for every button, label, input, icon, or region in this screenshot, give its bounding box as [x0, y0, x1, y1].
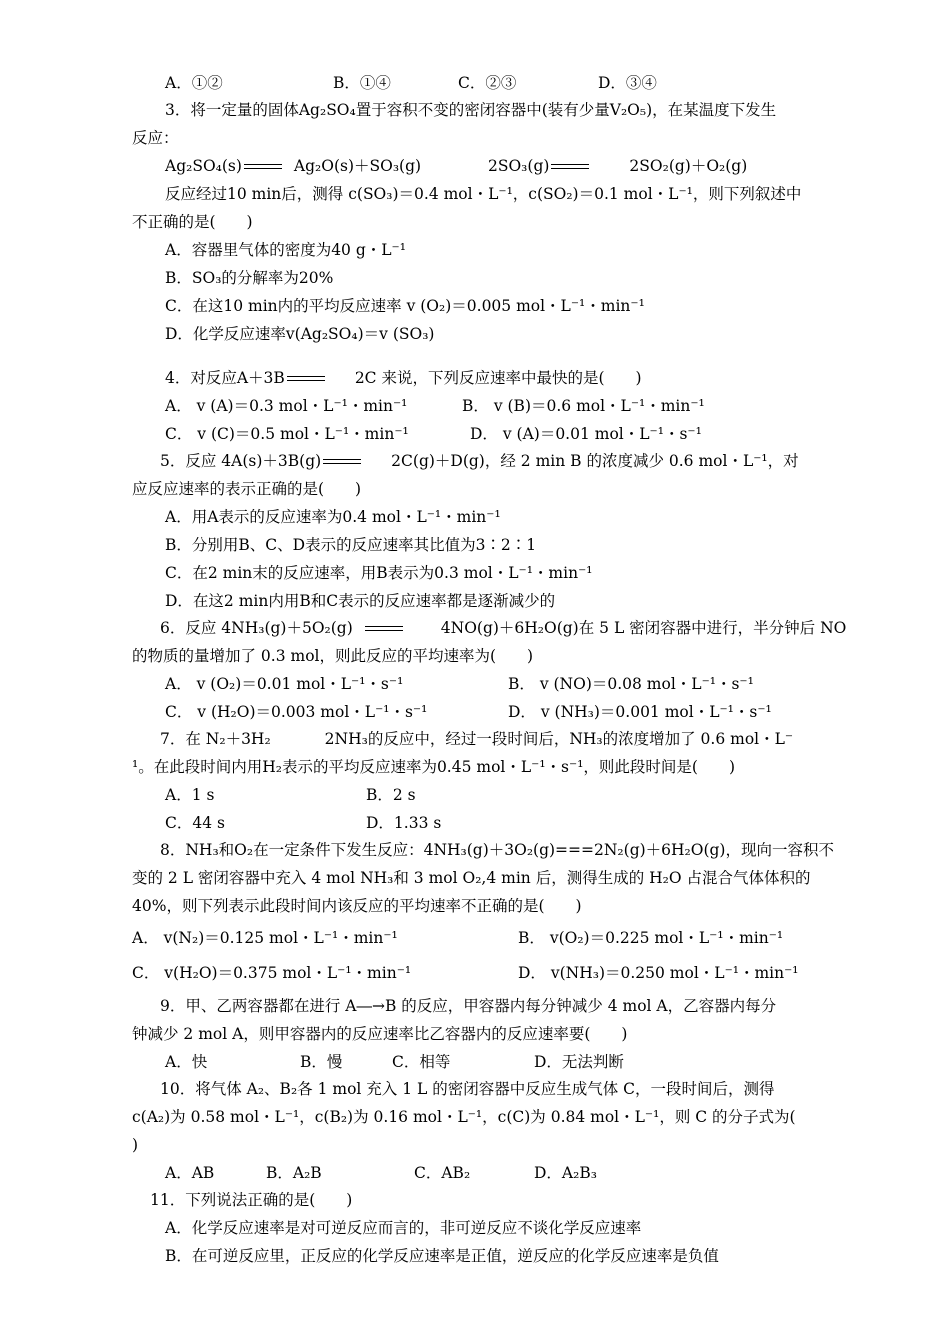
q3-reaction2-left: 2SO₃(g)	[488, 157, 550, 175]
q8-stem-line2: 变的 2 L 密闭容器中充入 4 mol NH₃和 3 mol O₂,4 min 后，测得生成的 H₂O 占混合气体体积的	[132, 869, 811, 887]
q11-option-a: A．化学反应速率是对可逆反应而言的，非可逆反应不谈化学反应速率	[165, 1219, 642, 1237]
q7-stem-right: 2NH₃的反应中，经过一段时间后，NH₃的浓度增加了 0.6 mol・L⁻	[324, 730, 794, 748]
q3-option-b: B．SO₃的分解率为20%	[165, 269, 334, 287]
q4-option-c: C． v (C)＝0.5 mol・L⁻¹・min⁻¹	[165, 425, 409, 443]
q5-stem-right: 2C(g)＋D(g)，经 2 min B 的浓度减少 0.6 mol・L⁻¹，对	[391, 452, 799, 470]
q3-reaction1-right: Ag₂O(s)＋SO₃(g)	[293, 157, 422, 175]
q9-stem-line2: 钟减少 2 mol A，则甲容器内的反应速率比乙容器内的反应速率要( )	[132, 1025, 628, 1043]
q7-option-c: C．44 s	[165, 814, 225, 832]
q2-option-b: B．①④	[333, 74, 391, 92]
q10-option-a: A．AB	[165, 1164, 215, 1182]
q8-stem-line3: 40%，则下列表示此段时间内该反应的平均速率不正确的是( )	[132, 897, 582, 915]
q5-option-c: C．在2 min末的反应速率，用B表示为0.3 mol・L⁻¹・min⁻¹	[165, 564, 593, 582]
q7-option-b: B．2 s	[366, 786, 416, 804]
q3-stem-line4: 不正确的是( )	[132, 213, 253, 231]
q5-stem-left: 5．反应 4A(s)＋3B(g)	[160, 452, 322, 470]
q6-stem-line2: 的物质的量增加了 0.3 mol，则此反应的平均速率为( )	[132, 647, 534, 665]
q7-option-a: A．1 s	[165, 786, 215, 804]
q3-option-a: A．容器里气体的密度为40 g・L⁻¹	[165, 241, 406, 259]
q9-option-b: B．慢	[300, 1053, 343, 1071]
q6-option-d: D． v (NH₃)＝0.001 mol・L⁻¹・s⁻¹	[508, 703, 772, 721]
q3-stem-line1: 3．将一定量的固体Ag₂SO₄置于容积不变的密闭容器中(装有少量V₂O₅)，在某温度下发生	[165, 101, 777, 119]
q9-option-a: A．快	[165, 1053, 208, 1071]
equilibrium-arrow-icon	[551, 162, 589, 172]
q4-stem-left: 4．对反应A＋3B	[165, 369, 285, 387]
q8-option-a: A． v(N₂)＝0.125 mol・L⁻¹・min⁻¹	[132, 929, 398, 947]
q5-option-b: B．分别用B、C、D表示的反应速率其比值为3∶2∶1	[165, 536, 537, 554]
q3-reaction2	[488, 156, 747, 176]
q9-option-c: C．相等	[392, 1053, 451, 1071]
q10-option-d: D．A₂B₃	[534, 1164, 597, 1182]
q2-option-c: C．②③	[458, 74, 517, 92]
q10-stem-line3: )	[132, 1136, 139, 1154]
q8-option-b: B． v(O₂)＝0.225 mol・L⁻¹・min⁻¹	[518, 929, 784, 947]
q10-stem-line2: c(A₂)为 0.58 mol・L⁻¹，c(B₂)为 0.16 mol・L⁻¹，c(C)为 0.84 mol・L⁻¹，则 C 的分子式为(	[132, 1108, 796, 1126]
q7-stem-line2: ¹。在此段时间内用H₂表示的平均反应速率为0.45 mol・L⁻¹・s⁻¹，则此段时间是( )	[132, 758, 736, 776]
q8-option-d: D． v(NH₃)＝0.250 mol・L⁻¹・min⁻¹	[518, 964, 799, 982]
q10-option-c: C．AB₂	[414, 1164, 471, 1182]
q10-option-b: B．A₂B	[266, 1164, 322, 1182]
q5-stem	[160, 451, 799, 471]
q6-option-a: A． v (O₂)＝0.01 mol・L⁻¹・s⁻¹	[165, 675, 404, 693]
q5-option-a: A．用A表示的反应速率为0.4 mol・L⁻¹・min⁻¹	[165, 508, 501, 526]
q4-option-a: A． v (A)＝0.3 mol・L⁻¹・min⁻¹	[165, 397, 408, 415]
q7-stem-left: 7．在 N₂＋3H₂	[160, 730, 271, 748]
q4-option-d: D． v (A)＝0.01 mol・L⁻¹・s⁻¹	[470, 425, 702, 443]
q3-option-c: C．在这10 min内的平均反应速率 v (O₂)＝0.005 mol・L⁻¹・min⁻¹	[165, 297, 645, 315]
q11-option-b: B．在可逆反应里，正反应的化学反应速率是正值，逆反应的化学反应速率是负值	[165, 1247, 719, 1265]
q3-stem-line2: 反应：	[132, 129, 179, 147]
q6-stem-right: 4NO(g)＋6H₂O(g)在 5 L 密闭容器中进行，半分钟后 NO	[440, 619, 847, 637]
q6-stem	[160, 618, 846, 638]
q9-stem-line1: 9．甲、乙两容器都在进行 A―→B 的反应，甲容器内每分钟减少 4 mol A，乙容器内每分	[160, 997, 777, 1015]
q4-stem-right: 2C 来说，下列反应速率中最快的是( )	[354, 369, 642, 387]
q4-option-b: B． v (B)＝0.6 mol・L⁻¹・min⁻¹	[462, 397, 705, 415]
q2-option-a: A．①②	[165, 74, 223, 92]
q6-option-c: C． v (H₂O)＝0.003 mol・L⁻¹・s⁻¹	[165, 703, 428, 721]
equilibrium-arrow-icon	[323, 457, 361, 467]
q5-stem-line2: 应反应速率的表示正确的是( )	[132, 480, 362, 498]
q4-stem	[165, 368, 642, 388]
q6-stem-left: 6．反应 4NH₃(g)＋5O₂(g)	[160, 619, 353, 637]
q8-stem-line1: 8．NH₃和O₂在一定条件下发生反应：4NH₃(g)＋3O₂(g)===2N₂(g)＋6H₂O(g)，现向一容积不	[160, 841, 834, 859]
q10-stem-line1: 10．将气体 A₂、B₂各 1 mol 充入 1 L 的密闭容器中反应生成气体 C，一段时间后，测得	[160, 1080, 775, 1098]
equilibrium-arrow-icon	[365, 624, 403, 634]
q8-option-c: C． v(H₂O)＝0.375 mol・L⁻¹・min⁻¹	[132, 964, 412, 982]
q3-stem-line3: 反应经过10 min后，测得 c(SO₃)＝0.4 mol・L⁻¹，c(SO₂)＝0.1 mol・L⁻¹，则下列叙述中	[165, 185, 802, 203]
q2-option-d: D．③④	[598, 74, 657, 92]
equilibrium-arrow-icon	[287, 374, 325, 384]
q11-stem: 11．下列说法正确的是( )	[150, 1191, 353, 1209]
q9-option-d: D．无法判断	[534, 1053, 624, 1071]
q3-reaction2-right: 2SO₂(g)＋O₂(g)	[629, 157, 748, 175]
q5-option-d: D．在这2 min内用B和C表示的反应速率都是逐渐减少的	[165, 592, 556, 610]
q3-option-d: D．化学反应速率v(Ag₂SO₄)＝v (SO₃)	[165, 325, 435, 343]
q7-stem	[160, 729, 793, 749]
q3-reaction1	[165, 156, 421, 176]
equilibrium-arrow-icon	[244, 162, 282, 172]
q7-option-d: D．1.33 s	[366, 814, 442, 832]
q6-option-b: B． v (NO)＝0.08 mol・L⁻¹・s⁻¹	[508, 675, 754, 693]
q3-reaction1-left: Ag₂SO₄(s)	[165, 157, 242, 175]
